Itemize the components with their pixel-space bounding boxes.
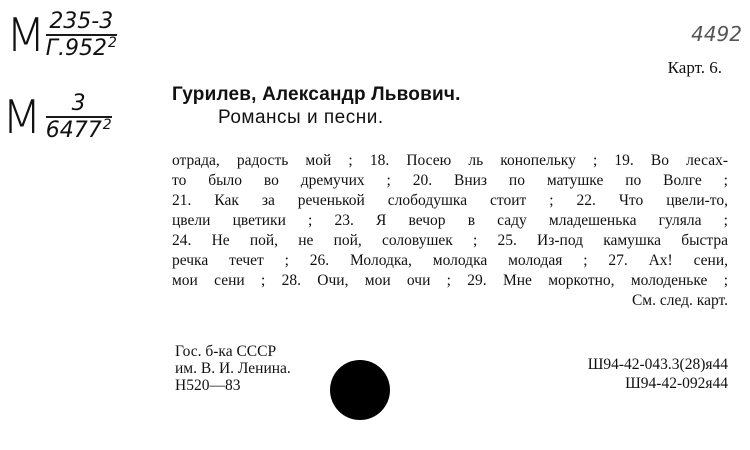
contents-line: отрада, радость мой ; 18. Посею ль конопельку ; 19. Во лесах- <box>172 152 728 169</box>
library-line: Гос. б-ка СССР <box>175 343 277 360</box>
contents-list <box>172 151 728 311</box>
shelf-mark-fraction <box>46 10 117 60</box>
card-number: Карт. 6. <box>667 58 722 77</box>
work-title: Романсы и песни. <box>218 107 384 128</box>
contents-line: 24. Не пой, не пой, соловушек ; 25. Из-под камушка быстра <box>172 232 728 249</box>
classification-code: Ш94-42-043.3(28)я44 <box>587 356 728 373</box>
shelf-mark-numerator: 235-3 <box>49 9 114 34</box>
punch-hole <box>330 360 390 420</box>
contents-line: 21. Как за реченькой слободушка стоит ; 22. Что цвели-то, <box>172 192 728 209</box>
classification-code: Ш94-42-092я44 <box>625 375 728 392</box>
library-line: Н520—83 <box>175 377 241 394</box>
shelf-mark-2 <box>2 90 112 145</box>
shelf-mark-numerator: 3 <box>71 91 86 116</box>
library-stamp <box>175 343 291 394</box>
shelf-mark-letter: М <box>6 8 44 63</box>
contents-line: речка течет ; 26. Молодка, молодка молодая ; 27. Ах! сени, <box>172 252 728 269</box>
shelf-mark-denominator: Г.952$^2$ <box>45 35 117 62</box>
shelf-mark-denominator: 6477$^2$ <box>45 117 112 144</box>
continuation-note: См. след. карт. <box>631 292 728 309</box>
shelf-mark-fraction <box>46 92 112 142</box>
corner-handwritten-note: 4492 <box>691 22 742 46</box>
library-line: им. В. И. Ленина. <box>175 360 291 377</box>
shelf-mark-suffix: 2 <box>107 35 117 52</box>
shelf-mark-1 <box>6 8 117 63</box>
contents-line: то было во дремучих ; 20. Вниз по матушке по Волге ; <box>172 172 728 189</box>
shelf-mark-letter: М <box>2 90 40 145</box>
author-heading: Гурилев, Александр Львович. <box>172 84 461 105</box>
contents-line: мои сени ; 28. Очи, мои очи ; 29. Мне моркотно, молоденьке ; <box>172 272 728 289</box>
shelf-mark-suffix: 2 <box>102 117 112 134</box>
classification-codes <box>588 355 728 393</box>
contents-line: цвели цветики ; 23. Я вечор в саду младешенька гуляла ; <box>172 212 728 229</box>
